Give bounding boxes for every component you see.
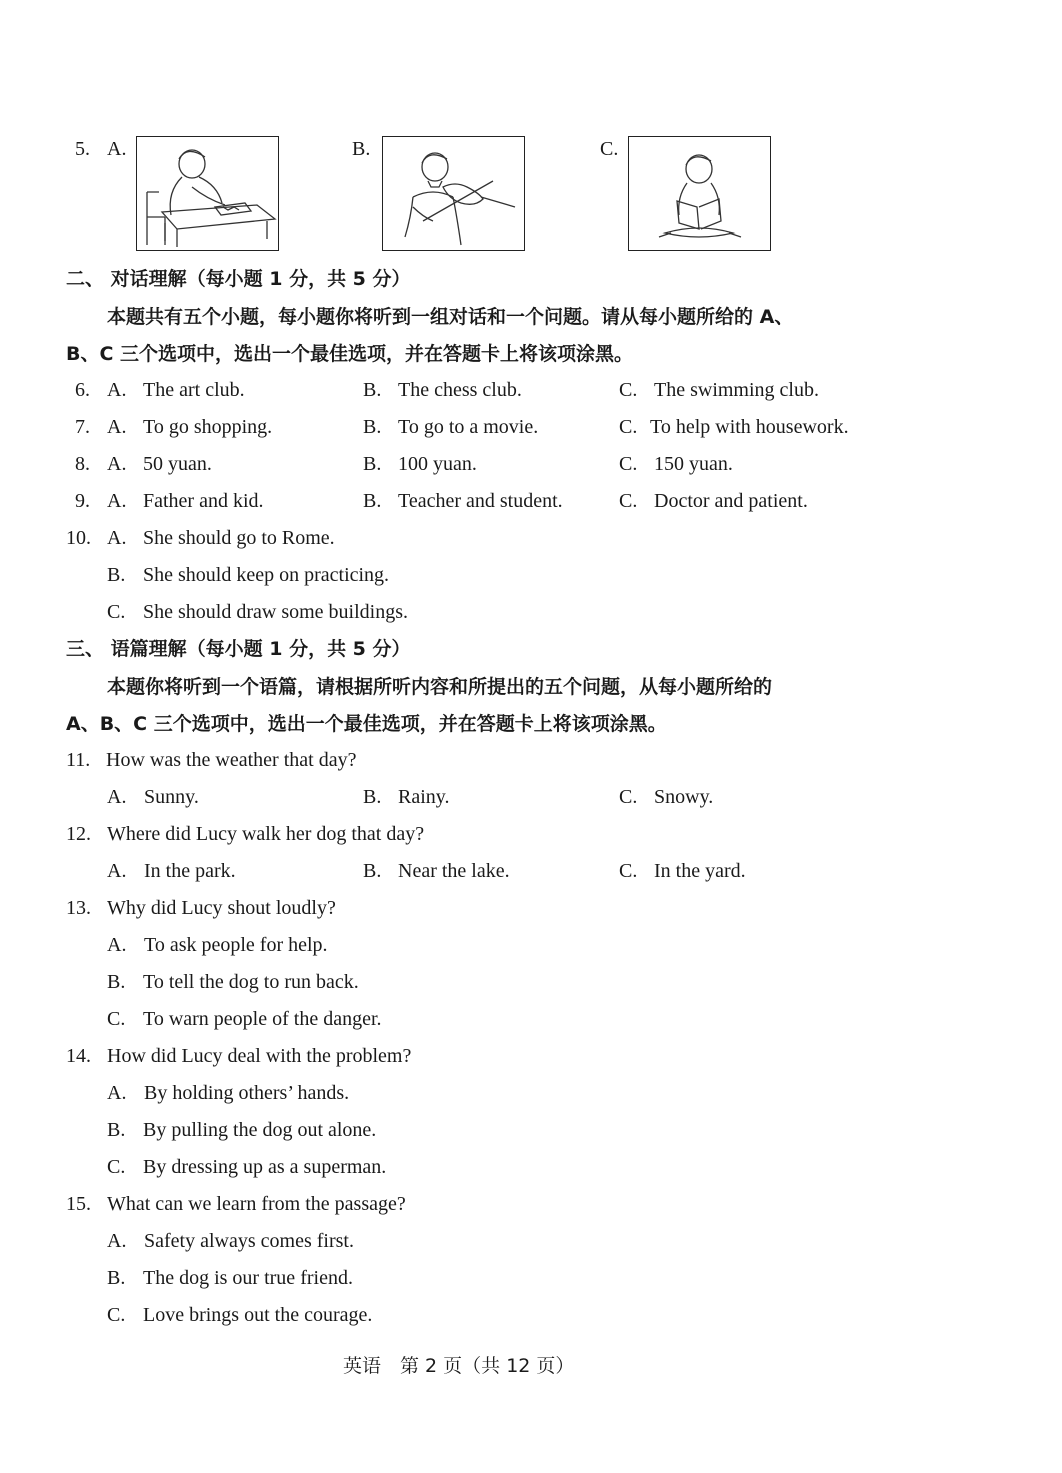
reading-boy-icon (629, 137, 770, 250)
option-b[interactable]: Near the lake. (398, 860, 510, 882)
option-a[interactable]: Father and kid. (143, 490, 264, 512)
question-number: 9. (75, 490, 90, 512)
question-text: How did Lucy deal with the problem? (107, 1045, 412, 1067)
option-letter: C. (107, 1156, 126, 1178)
option-letter: C. (619, 379, 638, 401)
question-number: 8. (75, 453, 90, 475)
option-b[interactable]: By pulling the dog out alone. (143, 1119, 377, 1141)
option-letter: B. (363, 379, 382, 401)
option-letter: A. (107, 490, 127, 512)
question-text: What can we learn from the passage? (107, 1193, 406, 1215)
option-a[interactable]: To ask people for help. (144, 934, 328, 956)
option-letter: B. (363, 860, 382, 882)
instruction-text: A、B、C 三个选项中，选出一个最佳选项，并在答题卡上将该项涂黑。 (66, 713, 667, 735)
question-number: 5. (75, 138, 90, 160)
option-letter: C. (107, 601, 126, 623)
option-a[interactable]: She should go to Rome. (143, 527, 335, 549)
section-heading: 三、 语篇理解（每小题 1 分，共 5 分） (66, 638, 411, 660)
option-a[interactable]: In the park. (144, 860, 236, 882)
question-text: How was the weather that day? (106, 749, 357, 771)
question-number: 15. (66, 1193, 91, 1215)
option-b[interactable]: To tell the dog to run back. (143, 971, 359, 993)
option-letter: B. (107, 1119, 126, 1141)
question-text: Where did Lucy walk her dog that day? (107, 823, 425, 845)
option-letter: C. (619, 786, 638, 808)
option-letter: A. (107, 934, 127, 956)
option-b[interactable]: The dog is our true friend. (143, 1267, 353, 1289)
option-letter: C. (107, 1008, 126, 1030)
option-letter: B. (363, 453, 382, 475)
page-footer: 英语 第 2 页（共 12 页） (343, 1355, 575, 1377)
option-letter: B. (107, 564, 126, 586)
question-number: 12. (66, 823, 91, 845)
option-b[interactable]: 100 yuan. (398, 453, 477, 475)
option-letter: A. (107, 786, 127, 808)
option-a-picture[interactable] (136, 136, 279, 251)
option-letter: A. (107, 138, 127, 160)
question-number: 10. (66, 527, 91, 549)
option-a[interactable]: By holding others’ hands. (144, 1082, 350, 1104)
option-c-picture[interactable] (628, 136, 771, 251)
option-b-picture[interactable] (382, 136, 525, 251)
option-c[interactable]: To warn people of the danger. (143, 1008, 382, 1030)
instruction-text: 本题共有五个小题，每小题你将听到一组对话和一个问题。请从每小题所给的 A、 (107, 306, 794, 328)
option-b[interactable]: Rainy. (398, 786, 450, 808)
option-b[interactable]: The chess club. (398, 379, 522, 401)
option-c[interactable]: She should draw some buildings. (143, 601, 408, 623)
option-letter: A. (107, 416, 127, 438)
option-letter: B. (363, 786, 382, 808)
question-number: 14. (66, 1045, 91, 1067)
option-a[interactable]: To go shopping. (143, 416, 273, 438)
option-a[interactable]: Safety always comes first. (144, 1230, 354, 1252)
option-letter: A. (107, 379, 127, 401)
question-number: 7. (75, 416, 90, 438)
option-b[interactable]: She should keep on practicing. (143, 564, 390, 586)
instruction-text: B、C 三个选项中，选出一个最佳选项，并在答题卡上将该项涂黑。 (66, 343, 634, 365)
option-c[interactable]: By dressing up as a superman. (143, 1156, 387, 1178)
option-c[interactable]: Doctor and patient. (654, 490, 808, 512)
option-c[interactable]: The swimming club. (654, 379, 819, 401)
option-b[interactable]: To go to a movie. (398, 416, 539, 438)
question-number: 6. (75, 379, 90, 401)
option-letter: B. (363, 490, 382, 512)
option-letter: A. (107, 1082, 127, 1104)
question-number: 11. (66, 749, 91, 771)
question-text: Why did Lucy shout loudly? (107, 897, 336, 919)
option-letter: A. (107, 1230, 127, 1252)
option-letter: C. (619, 416, 638, 438)
option-c[interactable]: In the yard. (654, 860, 746, 882)
section-heading: 二、 对话理解（每小题 1 分，共 5 分） (66, 268, 411, 290)
child-drawing-icon (137, 137, 278, 250)
option-letter: A. (107, 453, 127, 475)
option-c[interactable]: Love brings out the courage. (143, 1304, 373, 1326)
option-letter: B. (352, 138, 371, 160)
option-letter: C. (619, 860, 638, 882)
option-letter: C. (619, 453, 638, 475)
option-a[interactable]: The art club. (143, 379, 245, 401)
option-c[interactable]: 150 yuan. (654, 453, 733, 475)
instruction-text: 本题你将听到一个语篇，请根据所听内容和所提出的五个问题，从每小题所给的 (107, 676, 773, 698)
option-letter: B. (363, 416, 382, 438)
question-number: 13. (66, 897, 91, 919)
option-c[interactable]: Snowy. (654, 786, 714, 808)
option-letter: B. (107, 1267, 126, 1289)
option-b[interactable]: Teacher and student. (398, 490, 563, 512)
option-a[interactable]: Sunny. (144, 786, 199, 808)
option-letter: C. (619, 490, 638, 512)
violin-player-icon (383, 137, 524, 250)
option-letter: C. (600, 138, 619, 160)
option-letter: A. (107, 527, 127, 549)
option-letter: C. (107, 1304, 126, 1326)
option-letter: B. (107, 971, 126, 993)
option-a[interactable]: 50 yuan. (143, 453, 212, 475)
option-c[interactable]: To help with housework. (650, 416, 849, 438)
option-letter: A. (107, 860, 127, 882)
